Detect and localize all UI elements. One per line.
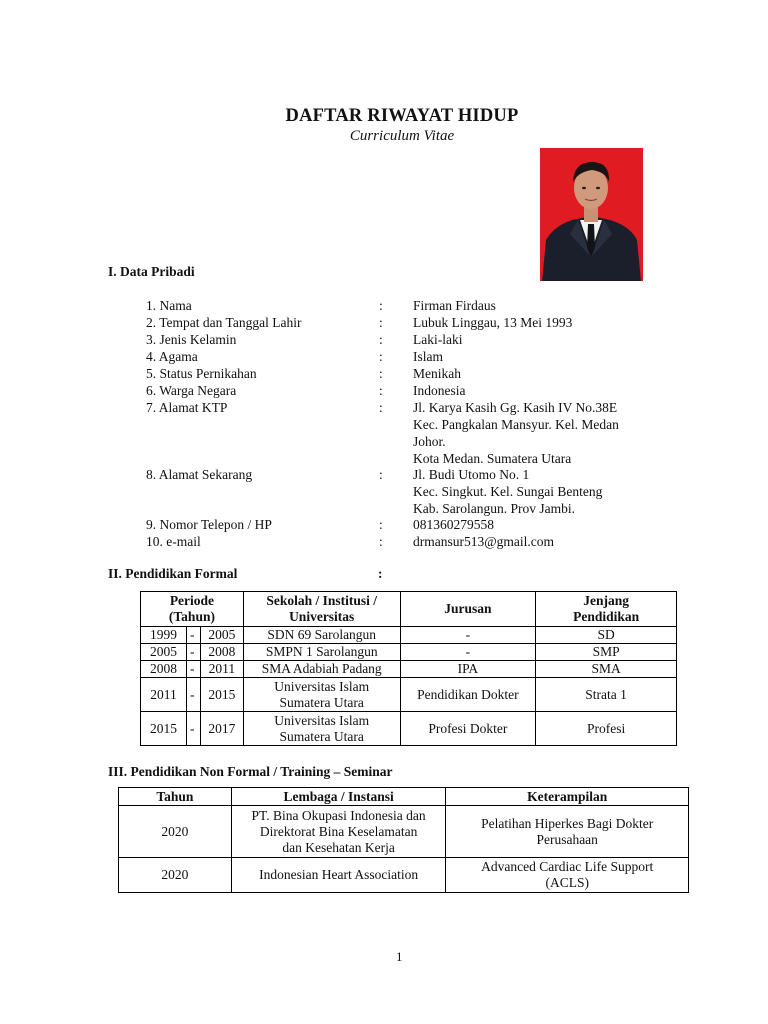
header-periode [141,592,244,627]
education-start-year: 1999 [141,627,187,644]
education-school: SMPN 1 Sarolangun [243,644,400,661]
personal-data-row [146,533,706,550]
personal-data-value: 081360279558 [413,517,494,532]
personal-data-value: Islam [413,349,443,364]
personal-data-value: Menikah [413,366,461,381]
training-year: 2020 [119,806,232,858]
training-skill [446,806,689,858]
personal-data-value: Kota Medan. Sumatera Utara [413,451,572,466]
education-school-line1: Universitas Islam [274,712,370,728]
education-start-year: 2008 [141,661,187,678]
header-jenjang [536,592,677,627]
training-row [119,806,689,858]
page-number: 1 [396,949,403,964]
education-row [141,644,677,661]
header-sekolah [243,592,400,627]
section-heading-colon: : [378,566,383,581]
personal-data-colon: : [379,400,383,415]
education-school-line2: Sumatera Utara [279,694,364,710]
header-sekolah-line2: Universitas [289,609,355,624]
header-jenjang-line2: Pendidikan [573,609,640,624]
page-subtitle: Curriculum Vitae [349,128,455,144]
education-start-year: 2011 [141,678,187,712]
education-level: SD [536,627,677,644]
formal-education-table [140,591,677,746]
personal-data-value: Jl. Budi Utomo No. 1 [413,467,530,482]
header-jenjang-line1: Jenjang [583,593,629,608]
education-school [243,712,400,746]
personal-data-colon: : [379,366,383,381]
training-institution-line: Direktorat Bina Keselamatan [259,823,418,839]
personal-data-label: 3. Jenis Kelamin [146,332,237,347]
education-level: Strata 1 [536,678,677,712]
personal-data-value: Johor. [413,434,446,449]
education-end-year: 2015 [200,678,243,712]
header-keterampilan: Keterampilan [446,788,689,806]
education-level: Profesi [536,712,677,746]
personal-data-row [146,466,706,483]
education-major: - [400,627,536,644]
personal-data-row [146,382,706,399]
education-start-year: 2005 [141,644,187,661]
personal-data-row [146,500,706,517]
personal-data-value: Firman Firdaus [413,298,496,313]
education-major: IPA [400,661,536,678]
personal-data-row [146,416,706,433]
personal-data-label: 5. Status Pernikahan [146,366,257,381]
training-table [118,787,689,893]
education-school-line1: Universitas Islam [274,678,370,694]
personal-data-colon: : [379,467,383,482]
personal-data-value: Lubuk Linggau, 13 Mei 1993 [413,315,573,330]
personal-data-row [146,433,706,450]
training-year: 2020 [119,858,232,893]
personal-data-row [146,314,706,331]
personal-data-colon: : [379,315,383,330]
education-dash: - [186,661,200,678]
training-skill-line: (ACLS) [545,875,589,890]
person-photo-illustration [540,148,643,281]
personal-data-value: Laki-laki [413,332,463,347]
personal-data-colon: : [379,517,383,532]
training-skill-line: Pelatihan Hiperkes Bagi Dokter [481,815,654,831]
profile-photo [540,148,643,281]
personal-data-row [146,297,706,314]
training-skill-line: Advanced Cardiac Life Support [481,859,654,874]
training-institution-line: Indonesian Heart Association [259,867,419,882]
education-row [141,678,677,712]
personal-data-value: Jl. Karya Kasih Gg. Kasih IV No.38E [413,400,618,415]
section-heading-data-pribadi: I. Data Pribadi [108,264,195,279]
page-title: DAFTAR RIWAYAT HIDUP [285,106,519,126]
header-lembaga: Lembaga / Instansi [231,788,446,806]
header-jurusan: Jurusan [400,592,536,627]
training-row [119,858,689,893]
personal-data-label: 1. Nama [146,298,192,313]
education-major: - [400,644,536,661]
personal-data-row [146,399,706,416]
education-level: SMA [536,661,677,678]
education-school [243,678,400,712]
education-dash: - [186,644,200,661]
education-dash: - [186,678,200,712]
header-periode-line2: (Tahun) [168,609,215,624]
education-major: Profesi Dokter [400,712,536,746]
personal-data-colon: : [379,298,383,313]
personal-data-value: Kec. Pangkalan Mansyur. Kel. Medan [413,417,619,432]
education-level: SMP [536,644,677,661]
personal-data-colon: : [379,349,383,364]
personal-data-row [146,483,706,500]
education-end-year: 2008 [200,644,243,661]
training-institution-line: dan Kesehatan Kerja [282,839,395,855]
education-row [141,712,677,746]
personal-data-value: drmansur513@gmail.com [413,534,555,549]
education-school-line2: Sumatera Utara [279,728,364,744]
personal-data-label: 8. Alamat Sekarang [146,467,253,482]
education-end-year: 2017 [200,712,243,746]
personal-data-colon: : [379,383,383,398]
education-end-year: 2005 [200,627,243,644]
header-periode-line1: Periode [169,593,215,608]
personal-data-label: 10. e-mail [146,534,201,549]
personal-data-value: Kec. Singkut. Kel. Sungai Benteng [413,484,603,499]
header-tahun: Tahun [119,788,232,806]
personal-data-label: 2. Tempat dan Tanggal Lahir [146,315,302,330]
education-row [141,661,677,678]
training-institution-line: PT. Bina Okupasi Indonesia dan [251,807,426,823]
education-start-year: 2015 [141,712,187,746]
training-skill-line: Perusahaan [536,831,598,847]
education-school: SMA Adabiah Padang [243,661,400,678]
section-heading-non-formal: III. Pendidikan Non Formal / Training – Seminar [108,764,393,779]
personal-data-row [146,365,706,382]
personal-data-colon: : [379,534,383,549]
personal-data-value: Kab. Sarolangun. Prov Jambi. [413,501,575,516]
header-sekolah-line1: Sekolah / Institusi / [266,593,378,608]
table-header-row [119,788,689,806]
training-institution [231,858,446,893]
section-heading-pendidikan-formal: II. Pendidikan Formal [108,566,238,581]
personal-data-label: 4. Agama [146,349,198,364]
training-skill [446,858,689,893]
personal-data-row [146,348,706,365]
personal-data-row [146,331,706,348]
personal-data-colon: : [379,332,383,347]
personal-data-label: 9. Nomor Telepon / HP [146,517,272,532]
personal-data-value: Indonesia [413,383,466,398]
education-major: Pendidikan Dokter [400,678,536,712]
personal-data-row [146,450,706,467]
education-end-year: 2011 [200,661,243,678]
personal-data-label: 6. Warga Negara [146,383,237,398]
personal-data-row [146,516,706,533]
training-institution [231,806,446,858]
table-header-row [141,592,677,627]
education-dash: - [186,627,200,644]
personal-data-label: 7. Alamat KTP [146,400,228,415]
education-dash: - [186,712,200,746]
education-school: SDN 69 Sarolangun [243,627,400,644]
education-row [141,627,677,644]
